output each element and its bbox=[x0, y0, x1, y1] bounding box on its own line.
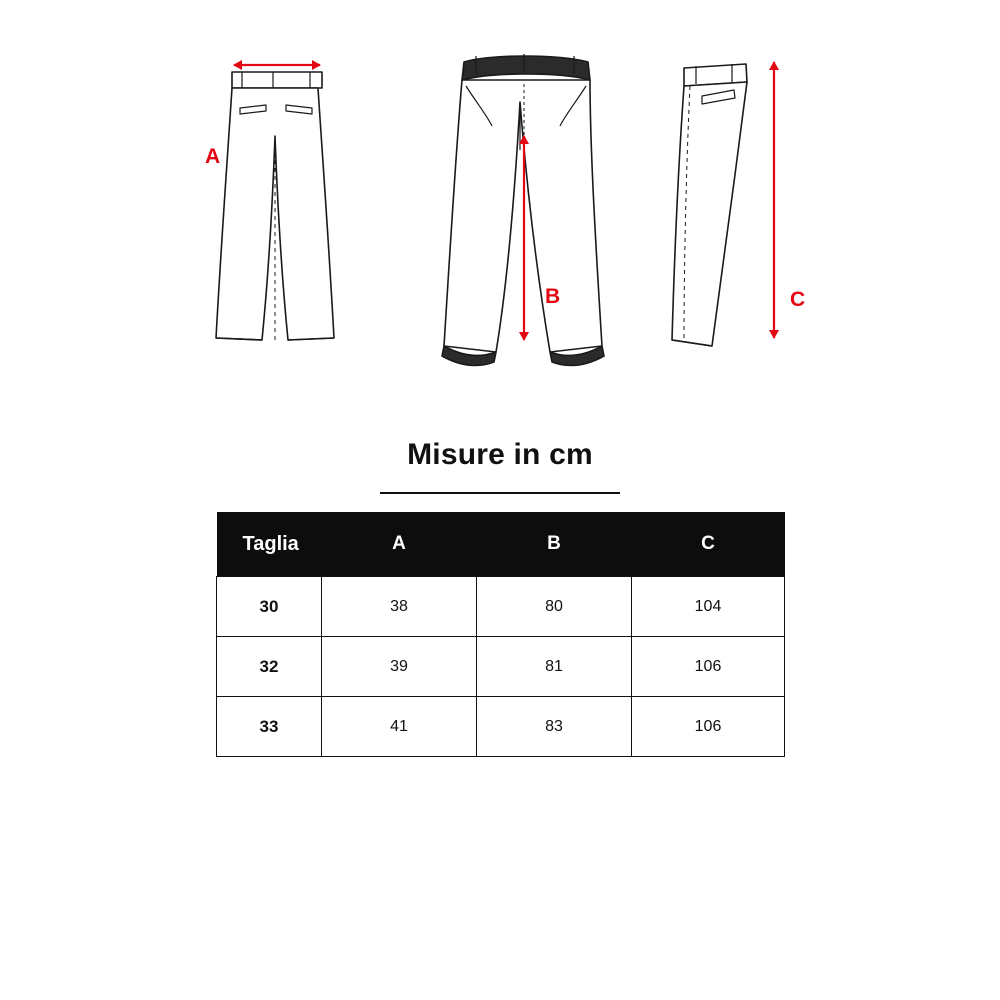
table-header-c: C bbox=[632, 512, 785, 577]
table-row bbox=[217, 577, 785, 637]
cell-size: 32 bbox=[217, 637, 322, 697]
page-title: Misure in cm bbox=[407, 438, 593, 471]
cell-c: 106 bbox=[632, 697, 785, 757]
trousers-front-view bbox=[420, 40, 640, 370]
cell-c: 104 bbox=[632, 577, 785, 637]
title-divider bbox=[380, 492, 620, 494]
cell-b: 80 bbox=[477, 577, 632, 637]
cell-size: 30 bbox=[217, 577, 322, 637]
trousers-side-view bbox=[650, 40, 850, 370]
cell-b: 81 bbox=[477, 637, 632, 697]
measure-label-b: B bbox=[545, 285, 561, 308]
table-header-taglia: Taglia bbox=[217, 512, 322, 577]
table-header-a: A bbox=[322, 512, 477, 577]
cell-a: 41 bbox=[322, 697, 477, 757]
cell-size: 33 bbox=[217, 697, 322, 757]
measure-label-a: A bbox=[205, 145, 221, 168]
size-table bbox=[216, 512, 785, 757]
cell-c: 106 bbox=[632, 637, 785, 697]
cell-a: 38 bbox=[322, 577, 477, 637]
cell-b: 83 bbox=[477, 697, 632, 757]
table-header-row bbox=[217, 512, 785, 577]
measure-label-c: C bbox=[790, 288, 806, 311]
table-row bbox=[217, 637, 785, 697]
table-row bbox=[217, 697, 785, 757]
garment-diagrams bbox=[0, 40, 1000, 430]
trousers-back-view bbox=[170, 40, 370, 360]
cell-a: 39 bbox=[322, 637, 477, 697]
table-header-b: B bbox=[477, 512, 632, 577]
